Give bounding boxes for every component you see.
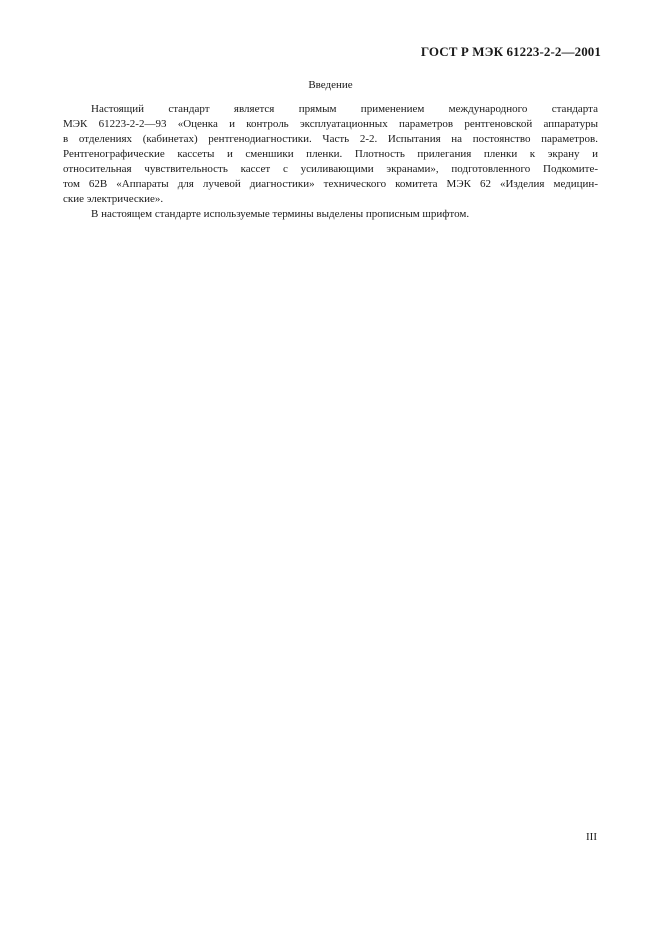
paragraph-1-line-6: том 62В «Аппараты для лучевой диагностики» технического комитета МЭК 62 «Изделия медицин- <box>63 178 598 190</box>
paragraph-1-line-7: ские электрические». <box>63 193 164 205</box>
body-text <box>63 102 598 222</box>
paragraph-1-line-4: Рентгенографические кассеты и сменшики пленки. Плотность прилегания пленки к экрану и <box>63 148 598 160</box>
paragraph-1-line-2: МЭК 61223-2-2—93 «Оценка и контроль эксплуатационных параметров рентгеновской аппаратуры <box>63 118 598 130</box>
paragraph-1-line-1: Настоящий стандарт является прямым применением международного стандарта <box>91 103 598 115</box>
page-number: III <box>586 831 597 843</box>
paragraph-1-line-3: в отделениях (кабинетах) рентгенодиагностики. Часть 2-2. Испытания на постоянство параметров. <box>63 133 598 145</box>
document-header: ГОСТ Р МЭК 61223-2-2—2001 <box>420 44 601 59</box>
paragraph-2: В настоящем стандарте используемые термины выделены прописным шрифтом. <box>91 208 470 220</box>
paragraph-1-line-5: относительная чувствительность кассет с усиливающими экранами», подготовленного Подкомите- <box>63 163 598 175</box>
section-title: Введение <box>308 79 353 91</box>
